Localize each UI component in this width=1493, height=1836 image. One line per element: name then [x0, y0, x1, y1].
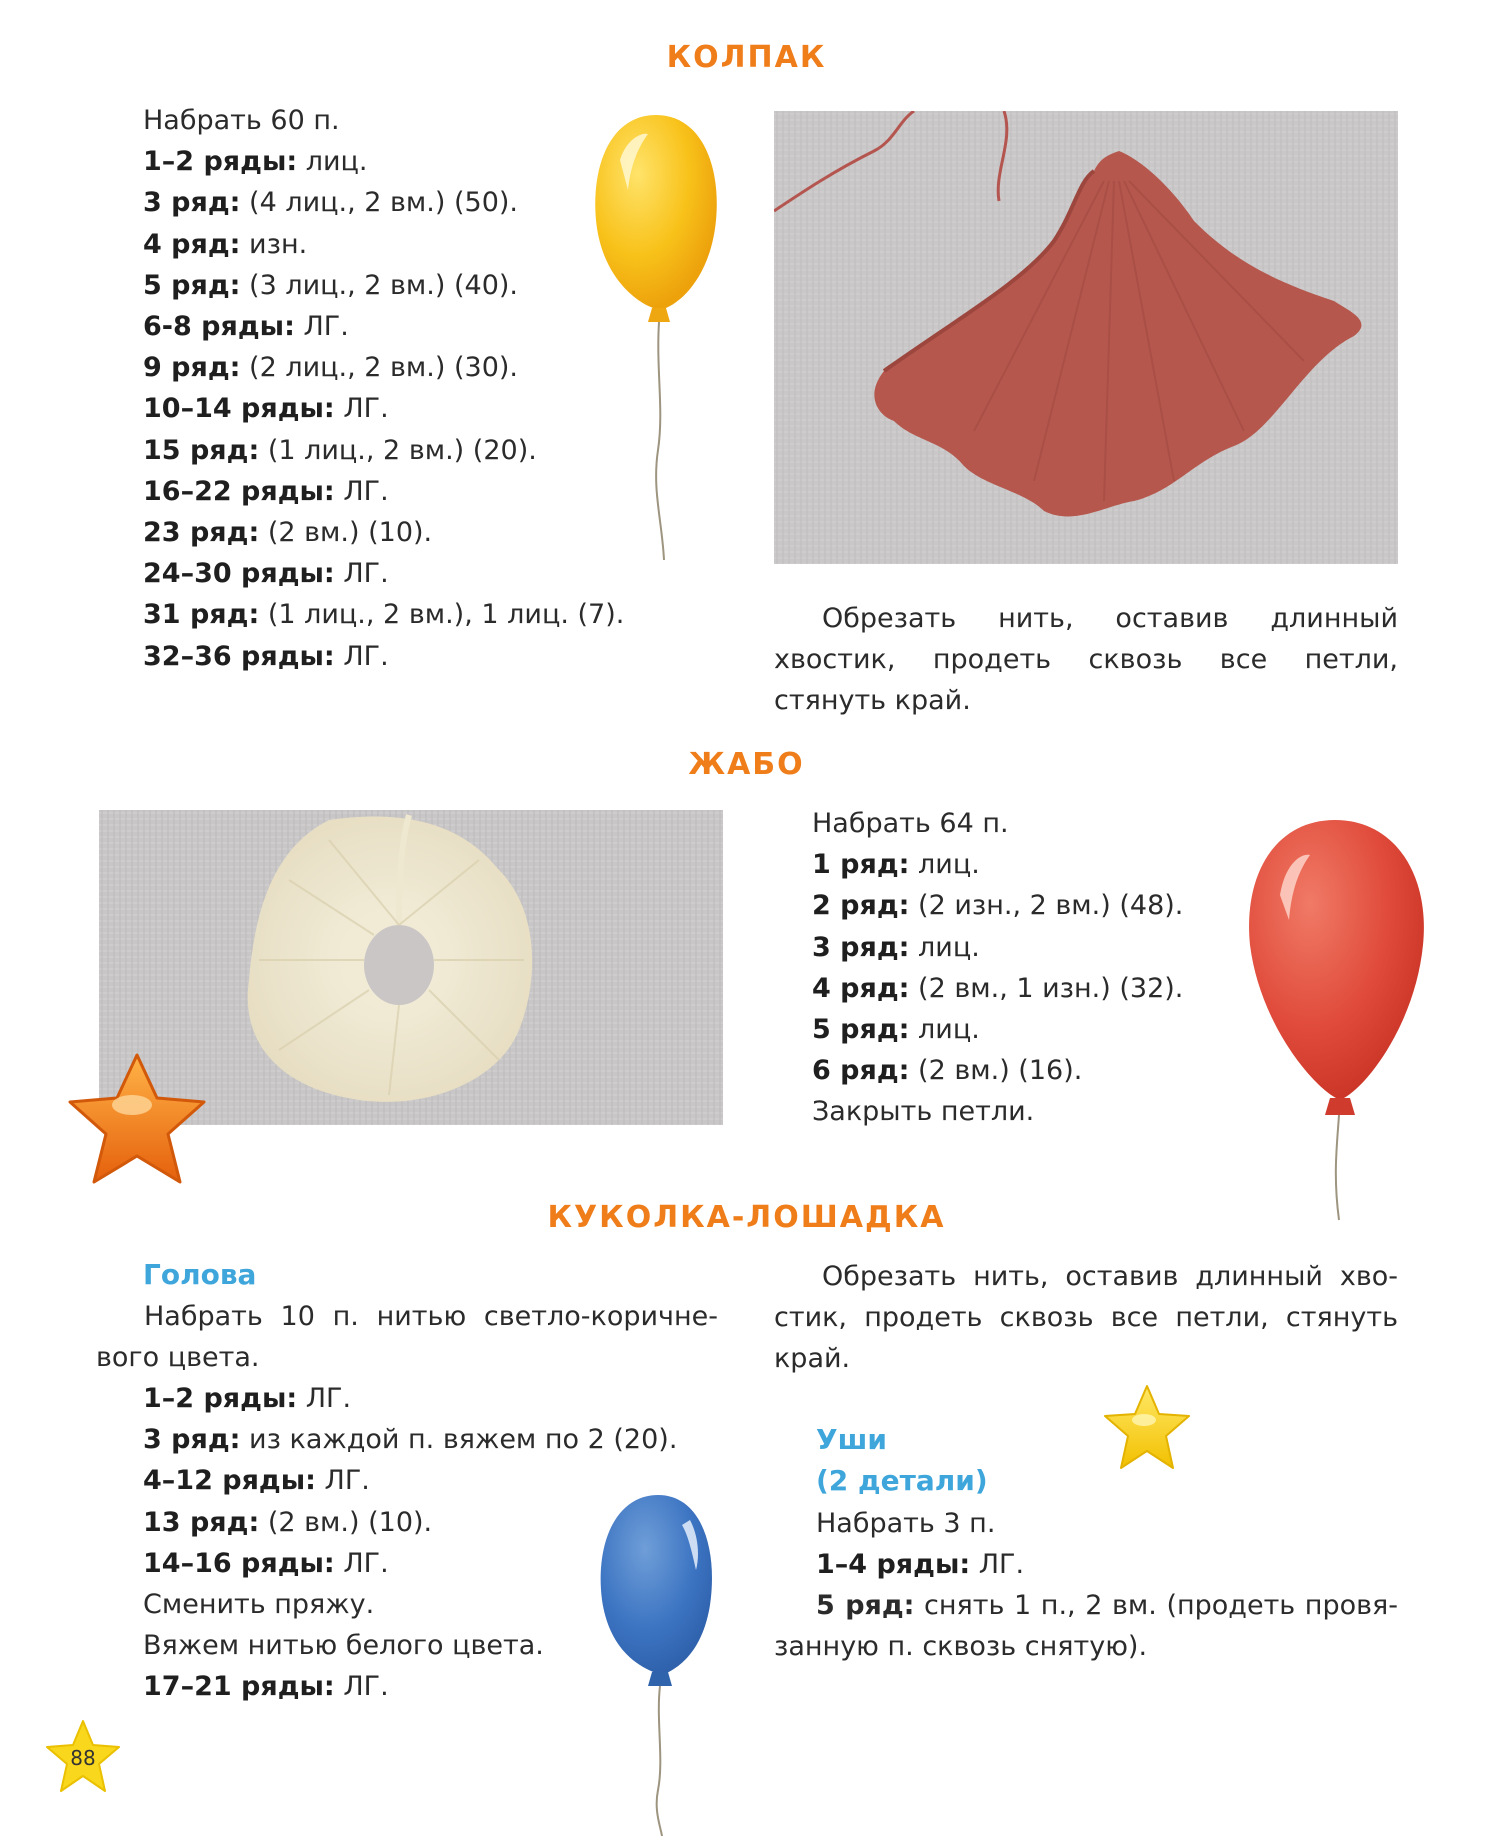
- row-label: 6 ряд:: [812, 1055, 910, 1087]
- row-text: лиц.: [909, 849, 980, 881]
- kolpak-instructions: [143, 100, 624, 677]
- row-text: из каждой п. вяжем по 2 (20).: [240, 1424, 678, 1456]
- subtitle-golova: Голова: [143, 1258, 257, 1291]
- row-text: (2 вм.) (16).: [909, 1055, 1083, 1087]
- ushi-row5-label: 5 ряд:: [816, 1590, 915, 1621]
- row-text: лиц.: [909, 931, 980, 963]
- row-label: 4 ряд:: [143, 228, 241, 260]
- row-label: 5 ряд:: [143, 269, 241, 301]
- row-text: Закрыть петли.: [812, 1096, 1035, 1128]
- red-balloon-illustration: [1235, 815, 1435, 1235]
- row-text: ЛГ.: [334, 1671, 389, 1703]
- section-title-zhabo: ЖАБО: [688, 747, 805, 782]
- row-text: изн.: [240, 228, 308, 260]
- row-label: 32–36 ряды:: [143, 640, 335, 672]
- instruction-line: [143, 100, 624, 141]
- row-text: (2 вм.) (10).: [259, 517, 433, 549]
- yellow-star-illustration: [1100, 1382, 1194, 1474]
- instruction-line: [143, 265, 624, 306]
- row-label: 1 ряд:: [812, 849, 910, 881]
- kolpak-note: Обрезать нить, оставив длинный хвостик, продеть сквозь все петли, стянуть край.: [774, 603, 1398, 717]
- row-label: 13 ряд:: [143, 1506, 260, 1538]
- row-text: ЛГ.: [334, 640, 389, 672]
- row-text: ЛГ.: [334, 475, 389, 507]
- row-text: (4 лиц., 2 вм.) (50).: [240, 187, 519, 219]
- row-label: 5 ряд:: [812, 1014, 910, 1046]
- row-text: ЛГ.: [334, 1547, 389, 1579]
- instruction-line: [143, 1419, 677, 1460]
- section-title-kukolka: КУКОЛКА-ЛОШАДКА: [547, 1200, 946, 1235]
- instruction-line: [143, 471, 624, 512]
- row-text: Набрать 64 п.: [812, 808, 1009, 839]
- instruction-line: [143, 553, 624, 594]
- subtitle-ushi-count: (2 детали): [816, 1464, 988, 1497]
- row-text: (1 лиц., 2 вм.) (20).: [259, 434, 537, 466]
- instruction-line: [143, 594, 624, 635]
- row-text: ЛГ.: [297, 1383, 352, 1414]
- kolpak-photo: [774, 111, 1398, 564]
- instruction-line: [812, 1050, 1183, 1091]
- blue-balloon-illustration: [590, 1490, 730, 1836]
- row-text: Сменить пряжу.: [143, 1589, 375, 1621]
- page-number: 88: [70, 1746, 96, 1770]
- row-text: лиц.: [909, 1014, 980, 1046]
- instruction-line: [143, 512, 624, 553]
- row-label: 4–12 ряды:: [143, 1465, 316, 1497]
- row-text: ЛГ.: [970, 1549, 1025, 1581]
- golova-intro: Набрать 10 п. нитью светло-коричне- вого цвета.: [96, 1301, 718, 1374]
- row-text: ЛГ.: [294, 311, 349, 343]
- row-text: (2 вм.) (10).: [259, 1506, 433, 1538]
- instruction-line: [812, 844, 1183, 885]
- row-label: 14–16 ряды:: [143, 1547, 335, 1579]
- row-label: 1–2 ряды:: [143, 1383, 298, 1414]
- instruction-line: [143, 182, 624, 223]
- row-label: 4 ряд:: [812, 972, 910, 1004]
- row-text: (2 вм., 1 изн.) (32).: [909, 972, 1184, 1004]
- row-text: лиц.: [297, 146, 368, 178]
- ushi-row5-text: снять 1 п., 2 вм. (продеть провя- занную п. сквозь снятую).: [774, 1590, 1399, 1663]
- instruction-line: [812, 1009, 1183, 1050]
- row-label: 3 ряд:: [143, 187, 241, 219]
- row-text: (1 лиц., 2 вм.), 1 лиц. (7).: [259, 599, 625, 631]
- instruction-line: [816, 1503, 1024, 1544]
- section-title-kolpak: КОЛПАК: [666, 40, 827, 75]
- row-label: 6-8 ряды:: [143, 311, 295, 343]
- row-label: 16–22 ряды:: [143, 475, 335, 507]
- row-label: 10–14 ряды:: [143, 393, 335, 425]
- row-label: 15 ряд:: [143, 434, 260, 466]
- row-text: (2 лиц., 2 вм.) (30).: [240, 352, 519, 384]
- instruction-line: [143, 224, 624, 265]
- row-text: Набрать 3 п.: [816, 1508, 996, 1539]
- ushi-instructions: [816, 1503, 1024, 1585]
- subtitle-ushi: Уши: [816, 1423, 887, 1456]
- row-label: 3 ряд:: [812, 931, 910, 963]
- zhabo-instructions: [812, 803, 1183, 1133]
- yellow-balloon-illustration: [586, 110, 726, 565]
- row-label: 1–4 ряды:: [816, 1549, 971, 1581]
- row-label: 31 ряд:: [143, 599, 260, 631]
- instruction-line: [812, 968, 1183, 1009]
- row-label: 24–30 ряды:: [143, 558, 335, 590]
- row-text: ЛГ.: [334, 393, 389, 425]
- orange-star-illustration: [62, 1050, 212, 1195]
- instruction-line: [143, 306, 624, 347]
- row-text: (3 лиц., 2 вм.) (40).: [240, 269, 519, 301]
- row-text: (2 изн., 2 вм.) (48).: [909, 890, 1184, 922]
- row-label: 2 ряд:: [812, 890, 910, 922]
- row-label: 9 ряд:: [143, 352, 241, 384]
- instruction-line: [143, 347, 624, 388]
- instruction-line: [143, 388, 624, 429]
- row-text: Вяжем нитью белого цвета.: [143, 1630, 544, 1662]
- row-text: ЛГ.: [315, 1465, 370, 1497]
- instruction-line: [143, 636, 624, 677]
- row-label: 23 ряд:: [143, 517, 260, 549]
- instruction-line: [143, 430, 624, 471]
- kukolka-note: Обрезать нить, оставив длинный хво- стик, продеть сквозь все петли, стянуть край.: [774, 1261, 1398, 1375]
- row-label: 17–21 ряды:: [143, 1671, 335, 1703]
- row-label: 3 ряд:: [143, 1424, 241, 1456]
- instruction-line: [816, 1544, 1024, 1585]
- instruction-line: [812, 803, 1183, 844]
- row-text: Набрать 60 п.: [143, 105, 340, 136]
- instruction-line: [812, 927, 1183, 968]
- row-text: ЛГ.: [334, 558, 389, 590]
- instruction-line: [812, 885, 1183, 926]
- instruction-line: [812, 1091, 1183, 1132]
- row-label: 1–2 ряды:: [143, 146, 298, 178]
- ushi-row5: [774, 1585, 1398, 1667]
- instruction-line: [143, 1378, 677, 1419]
- instruction-line: [143, 141, 624, 182]
